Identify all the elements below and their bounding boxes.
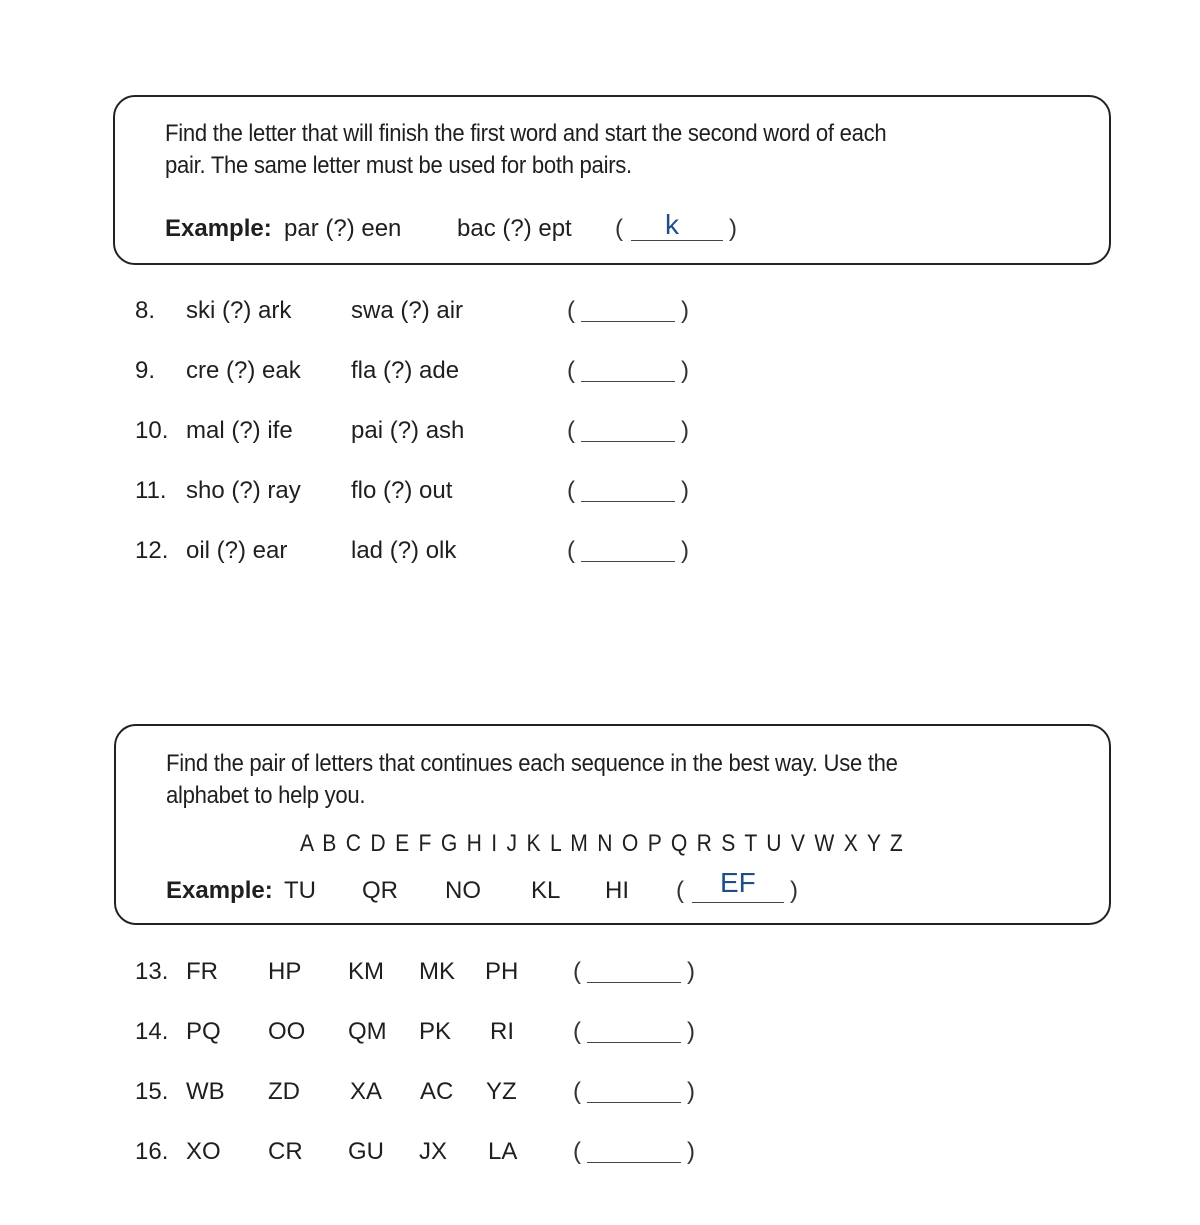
question-number: 12. [135,537,169,564]
section1-example-answer: k [665,209,679,240]
answer-blank[interactable]: ( ) [573,958,695,985]
question-pair1: cre (?) eak [186,357,301,384]
question-pair2: swa (?) air [351,297,464,324]
sequence-term: XA [350,1078,383,1105]
answer-blank[interactable]: ( ) [567,417,689,444]
sequence-term: MK [419,958,455,985]
sequence-term: AC [420,1078,454,1105]
section1-example-answer-blank: ( k ) [615,209,737,242]
section1-instruction-line2: pair. The same letter must be used for both pairs. [165,152,632,179]
section2-example-answer-blank: ( EF ) [676,867,798,904]
question-pair1: sho (?) ray [186,477,301,504]
question-pair1: mal (?) ife [186,417,293,444]
sequence-term: JX [419,1138,448,1165]
sequence-term: YZ [486,1078,517,1105]
question-number: 13. [135,958,169,985]
sequence-term: WB [186,1078,225,1105]
question-pair2: lad (?) olk [351,537,457,564]
answer-blank[interactable]: ( ) [567,357,689,384]
alphabet-reference: A B C D E F G H I J K L M N O P Q R S T U V W X Y Z [300,830,905,857]
section2-example-answer: EF [720,867,756,898]
answer-blank[interactable]: ( ) [573,1138,695,1165]
question-pair1: oil (?) ear [186,537,288,564]
sequence-term: QM [348,1018,387,1045]
section2-example-term: HI [605,877,629,904]
answer-blank[interactable]: ( ) [567,297,689,324]
sequence-term: LA [488,1138,518,1165]
sequence-term: PH [485,958,519,985]
sequence-term: FR [186,958,218,985]
question-number: 8. [135,297,156,324]
question-number: 9. [135,357,156,384]
answer-blank[interactable]: ( ) [573,1078,695,1105]
answer-blank[interactable]: ( ) [573,1018,695,1045]
question-number: 15. [135,1078,169,1105]
section2-example-term: QR [362,877,398,904]
section2-example-term: NO [445,877,481,904]
sequence-term: RI [490,1018,514,1045]
section1-example-word1: par (?) een [284,215,402,242]
sequence-term: XO [186,1138,221,1165]
sequence-term: PQ [186,1018,221,1045]
answer-blank[interactable]: ( ) [567,537,689,564]
sequence-term: OO [268,1018,306,1045]
question-pair1: ski (?) ark [186,297,292,324]
question-pair2: pai (?) ash [351,417,465,444]
section2-example-term: KL [531,877,561,904]
question-pair2: fla (?) ade [351,357,460,384]
question-number: 10. [135,417,169,444]
section2-instruction-line2: alphabet to help you. [166,782,366,809]
section1-instruction [165,118,886,182]
section2-example-term: TU [284,877,316,904]
answer-blank[interactable]: ( ) [567,477,689,504]
section2-instruction [166,748,898,812]
section1-example-word2: bac (?) ept [457,215,572,242]
sequence-term: PK [419,1018,452,1045]
sequence-term: KM [348,958,384,985]
section1-example-label: Example: [165,215,272,242]
question-pair2: flo (?) out [351,477,453,504]
sequence-term: HP [268,958,302,985]
question-number: 11. [135,477,167,504]
sequence-term: GU [348,1138,384,1165]
question-number: 14. [135,1018,169,1045]
section1-instruction-line1: Find the letter that will finish the first word and start the second word of each [165,120,887,147]
section2-example-label: Example: [166,877,273,904]
sequence-term: ZD [268,1078,300,1105]
question-number: 16. [135,1138,169,1165]
section2-instruction-line1: Find the pair of letters that continues each sequence in the best way. Use the [166,750,898,777]
sequence-term: CR [268,1138,303,1165]
